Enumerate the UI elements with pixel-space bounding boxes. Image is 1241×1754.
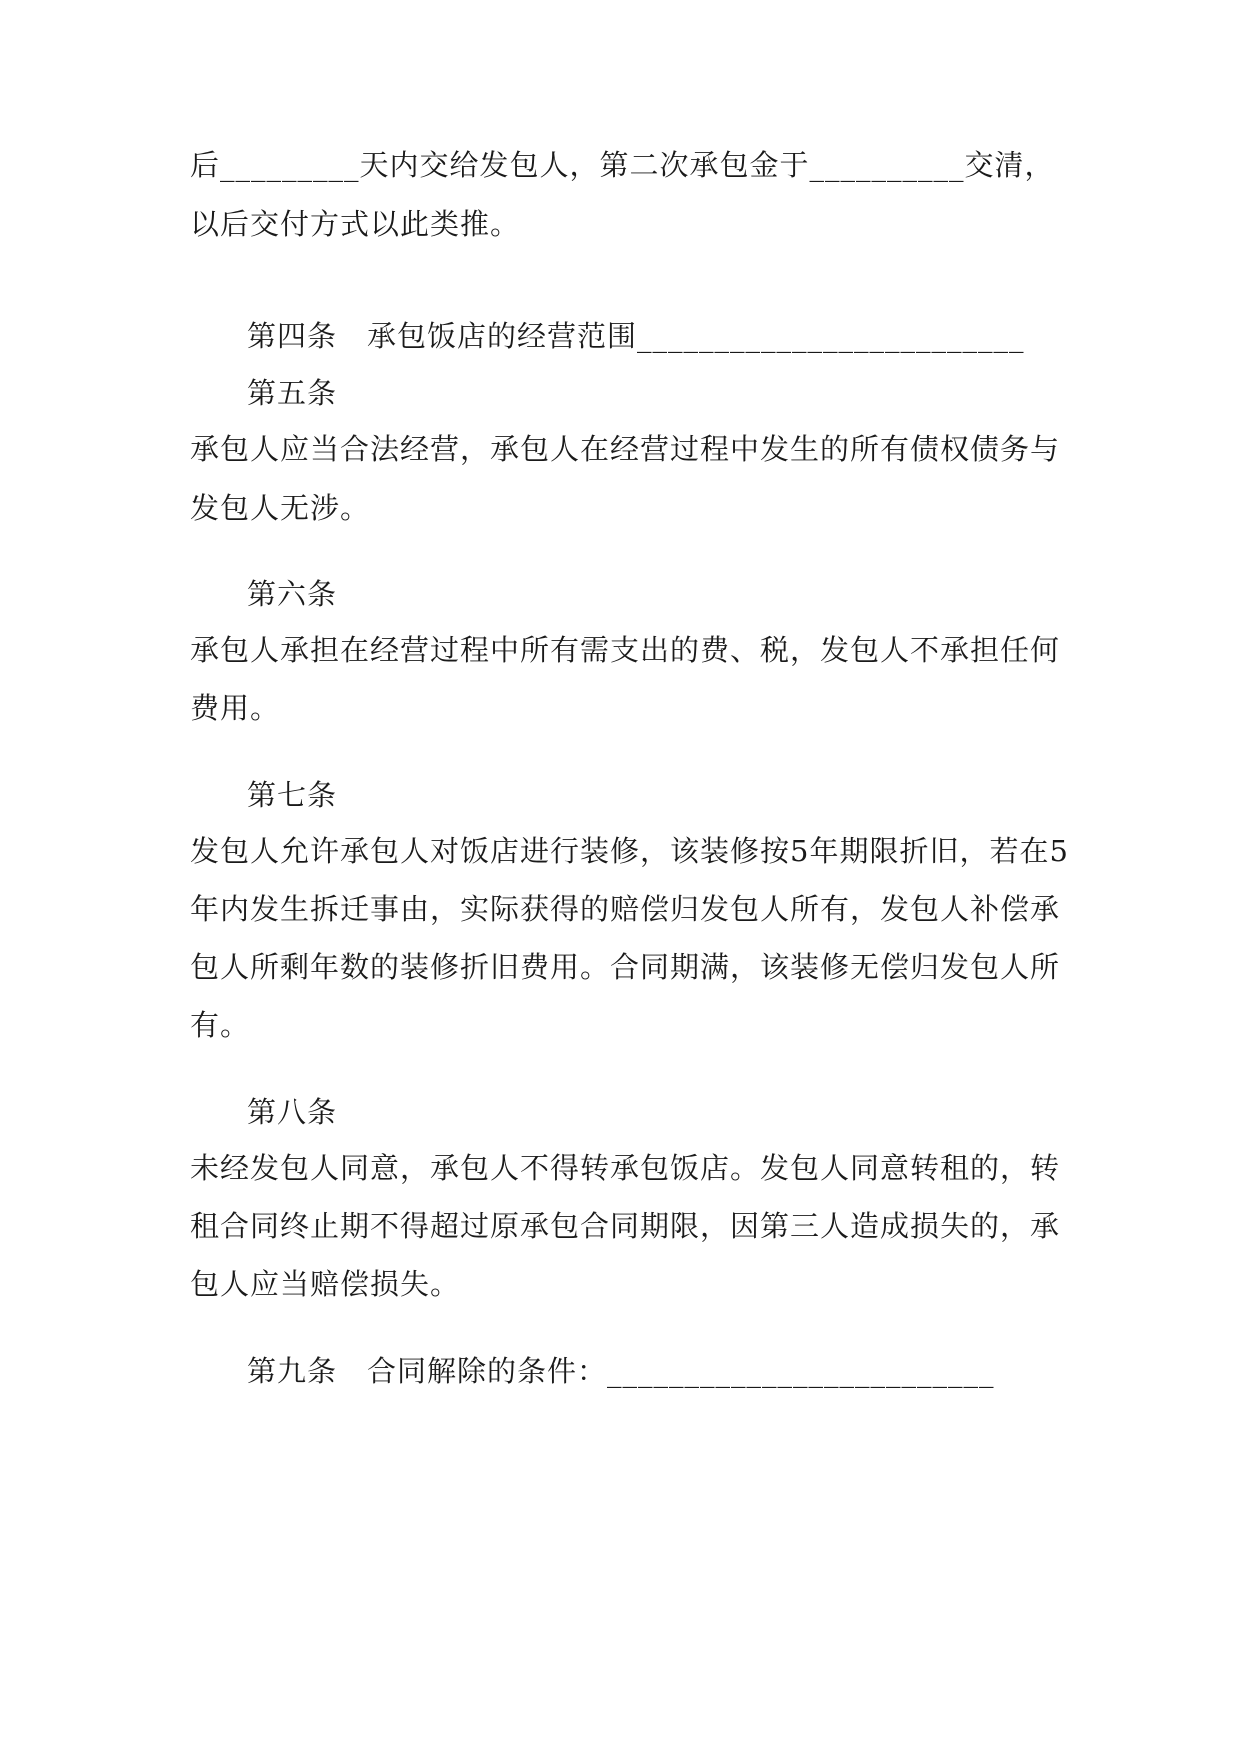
article-9: 第九条 合同解除的条件：_________________________ — [247, 1354, 995, 1388]
article-8-line-2: 租合同终止期不得超过原承包合同期限，因第三人造成损失的，承 — [190, 1209, 1061, 1243]
article-5-line-2: 发包人无涉。 — [190, 491, 371, 525]
article-6-heading: 第六条 — [247, 577, 338, 611]
article-7-line-4: 有。 — [190, 1008, 251, 1042]
article-7-line-1: 发包人允许承包人对饭店进行装修，该装修按5年期限折旧，若在5 — [190, 834, 1069, 868]
para3-line-1: 后_________天内交给发包人，第二次承包金于__________交清， — [190, 148, 1055, 182]
article-5-line-1: 承包人应当合法经营，承包人在经营过程中发生的所有债权债务与 — [190, 432, 1061, 466]
article-8-heading: 第八条 — [247, 1095, 338, 1129]
article-8-line-3: 包人应当赔偿损失。 — [190, 1267, 461, 1301]
article-6-line-2: 费用。 — [190, 691, 281, 725]
article-7-heading: 第七条 — [247, 778, 338, 812]
article-7-line-2: 年内发生拆迁事由，实际获得的赔偿归发包人所有，发包人补偿承 — [190, 892, 1061, 926]
article-7-line-3: 包人所剩年数的装修折旧费用。合同期满，该装修无偿归发包人所 — [190, 950, 1061, 984]
article-8-line-1: 未经发包人同意，承包人不得转承包饭店。发包人同意转租的，转 — [190, 1151, 1061, 1185]
article-5-heading: 第五条 — [247, 376, 338, 410]
para3-line-2: 以后交付方式以此类推。 — [190, 207, 521, 241]
article-4: 第四条 承包饭店的经营范围_________________________ — [247, 319, 1025, 353]
article-6-line-1: 承包人承担在经营过程中所有需支出的费、税，发包人不承担任何 — [190, 633, 1061, 667]
